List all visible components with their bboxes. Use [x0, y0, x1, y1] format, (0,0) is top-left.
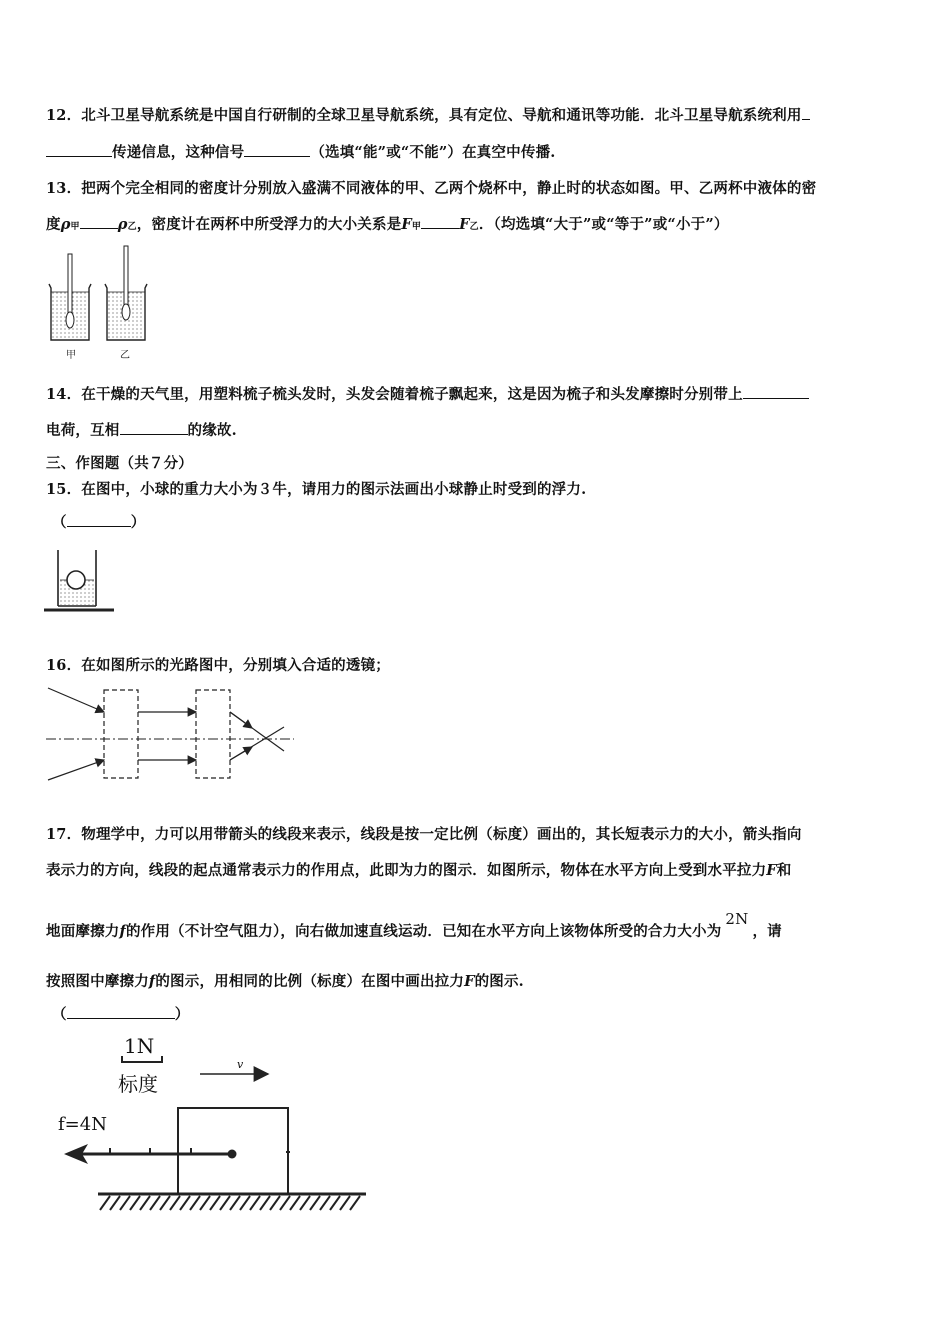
lens-box-1 [104, 690, 138, 778]
ball [67, 571, 85, 589]
friction-symbol: f [119, 923, 126, 940]
q13-text-2: 度 [46, 216, 61, 233]
q17-text-2-end: 和 [776, 862, 792, 879]
q12-blank-1-cont[interactable] [46, 142, 112, 157]
force-symbol: F [401, 216, 412, 233]
q17-answer-blank[interactable] [67, 1004, 175, 1019]
q15-ball-figure [44, 548, 120, 618]
q13-blank-2[interactable] [421, 214, 459, 229]
beaker-yi [105, 246, 147, 340]
q17-text-3a: 地面摩擦力 [46, 923, 120, 940]
q14-text-2: 电荷，互相 [46, 422, 120, 439]
q15-answer-blank[interactable] [67, 512, 131, 527]
q14-line1 [46, 383, 809, 404]
q17-line1: 17．物理学中，力可以用带箭头的线段来表示，线段是按一定比例（标度）画出的，其长短表示力的大小，箭头指向 [46, 826, 802, 843]
action-point [228, 1150, 237, 1159]
q17-text-4a: 按照图中摩擦力 [46, 973, 149, 990]
sub-yi: 乙 [127, 222, 137, 232]
friction-symbol: f [148, 973, 156, 990]
q12-line2 [46, 141, 556, 162]
q14-blank-1[interactable] [743, 384, 809, 399]
force-symbol: F [766, 862, 777, 879]
q12-line1 [46, 104, 810, 125]
q15-line1: 15．在图中，小球的重力大小为３牛，请用力的图示法画出小球静止时受到的浮力. [46, 481, 587, 498]
scale-bracket [122, 1056, 162, 1062]
q17-answer [52, 1003, 189, 1024]
q16-line1: 16．在如图所示的光路图中，分别填入合适的透镜； [46, 657, 390, 674]
q17-text-3c: ，请 [752, 923, 782, 940]
force-symbol: F [459, 216, 470, 233]
q17-line2 [46, 859, 792, 880]
sub-jia: 甲 [411, 222, 422, 232]
q13-line2 [46, 213, 729, 234]
q12-text-2: 传递信息，这种信号 [112, 144, 245, 161]
q13-text-4: ．（均选填“大于”或“等于”或“小于”） [478, 216, 729, 233]
q13-text-3: ，密度计在两杯中所受浮力的大小关系是 [136, 216, 402, 233]
q14-blank-2[interactable] [120, 420, 188, 435]
sub-jia: 甲 [70, 222, 80, 232]
q14-text-1: 14．在干燥的天气里，用塑料梳子梳头发时，头发会随着梳子飘起来，这是因为梳子和头发摩擦时分别带上 [46, 386, 743, 403]
q17-text-2: 表示力的方向，线段的起点通常表示力的作用点，此即为力的图示．如图所示，物体在水平方向上受到水平拉力 [46, 862, 767, 879]
q17-line4 [46, 970, 524, 991]
section3-title: 三、作图题（共７分） [46, 455, 193, 472]
fig-label-yi: 乙 [120, 350, 130, 361]
q13-beakers-figure [44, 244, 154, 362]
q13-line1 [46, 177, 816, 198]
q15-answer [52, 511, 145, 532]
q17-text-4c: 的图示. [474, 973, 524, 990]
net-force-value: 2N [725, 910, 749, 928]
q17-force-figure [60, 1056, 380, 1216]
rho-symbol: ρ [117, 216, 128, 233]
q12-blank-2[interactable] [244, 142, 310, 157]
q14-text-3: 的缘故. [187, 422, 237, 439]
q13-blank-1[interactable] [80, 214, 118, 229]
q16-optics-figure [44, 684, 304, 784]
velocity-label: v [237, 1058, 244, 1071]
sub-yi: 乙 [469, 222, 479, 232]
paren-close: ） [130, 514, 146, 531]
q12-text-1: 12．北斗卫星导航系统是中国自行研制的全球卫星导航系统，具有定位、导航和通讯等功能．北斗卫星导航系统利用 [46, 107, 802, 124]
fig-label-jia: 甲 [66, 350, 76, 361]
scale-value: 1N [124, 1034, 155, 1058]
paren-open: （ [52, 1006, 67, 1023]
scale-label: 标度 [118, 1072, 158, 1096]
q14-line2 [46, 419, 237, 440]
paren-open: （ [52, 514, 67, 531]
rho-symbol: ρ [60, 216, 71, 233]
q17-line3 [46, 910, 782, 941]
q13-text-1: 13．把两个完全相同的密度计分别放入盛满不同液体的甲、乙两个烧杯中，静止时的状态如图。甲、乙两杯中液体的密 [46, 180, 817, 197]
friction-label: f=4N [58, 1114, 107, 1135]
beaker-jia [49, 254, 91, 340]
force-symbol: F [464, 973, 475, 990]
q17-text-4b: 的图示，用相同的比例（标度）在图中画出拉力 [155, 973, 465, 990]
q17-text-3b: 的作用（不计空气阻力），向右做加速直线运动．已知在水平方向上该物体所受的合力大小为 [125, 923, 722, 940]
paren-close: ） [174, 1006, 190, 1023]
q12-blank-1[interactable] [802, 105, 810, 120]
lens-box-2 [196, 690, 230, 778]
q12-text-3: （选填“能”或“不能”）在真空中传播. [310, 144, 556, 161]
